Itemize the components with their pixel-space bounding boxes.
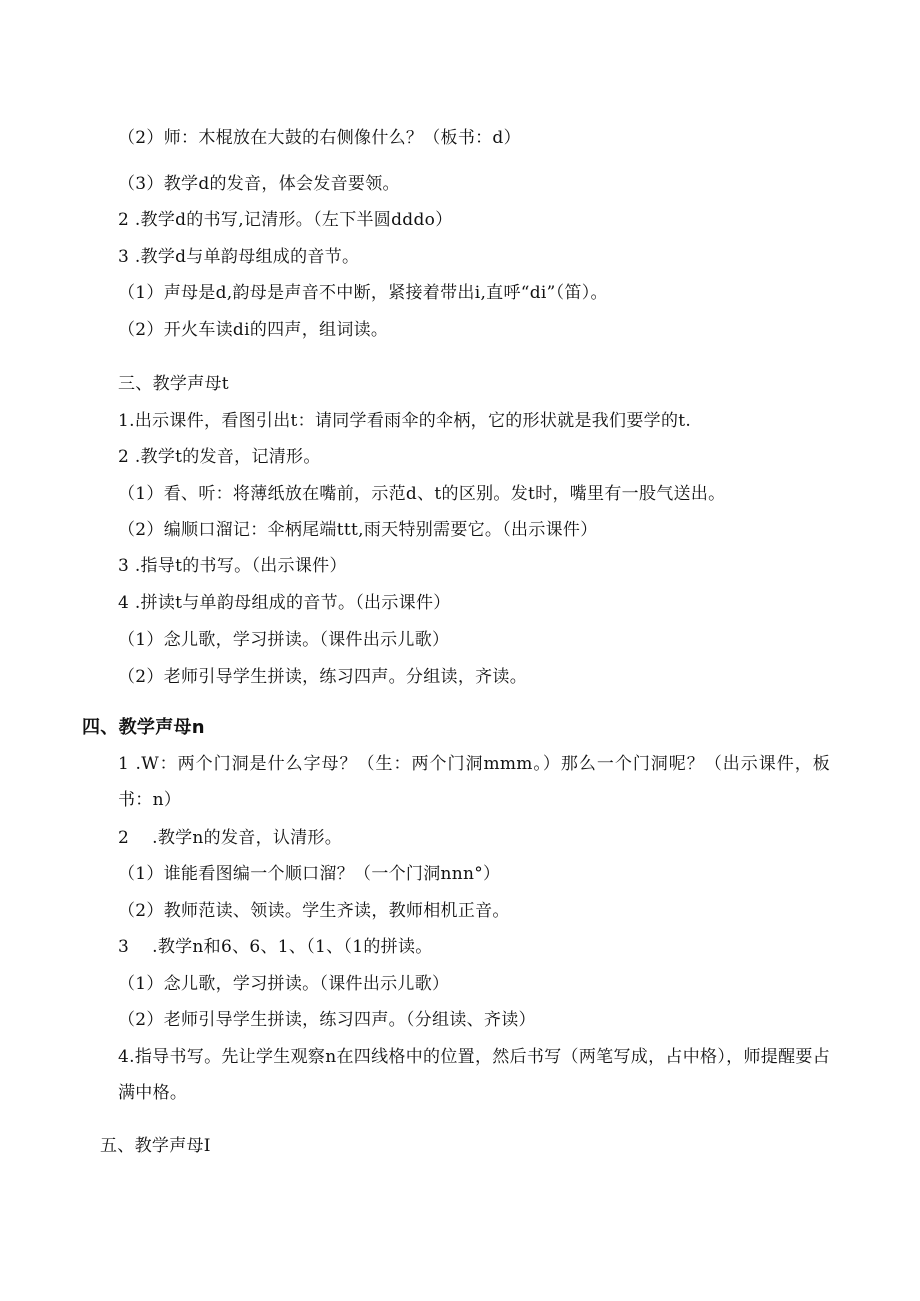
text-line: 4 .拼读t与单韵母组成的音节。（出示课件）	[118, 593, 451, 613]
text-line: （1）念儿歌，学习拼读。（课件出示儿歌）	[118, 974, 450, 994]
text-paragraph: 1 .W：两个门洞是什么字母？（生：两个门洞mmm。）那么一个门洞呢？（出示课件，板书：n）	[118, 754, 830, 810]
text-line: （2）编顺口溜记：伞柄尾端ttt,雨天特别需要它。（出示课件）	[118, 520, 598, 540]
text-line: （2）师：木棍放在大鼓的右侧像什么？（板书：d）	[118, 128, 521, 148]
text-line: （1）看、听：将薄纸放在嘴前，示范d、t的区别。发t时，嘴里有一股气送出。	[118, 484, 726, 504]
text-line: （2）老师引导学生拼读，练习四声。（分组读、齐读）	[118, 1010, 536, 1030]
text-line: 3 .指导t的书写。（出示课件）	[118, 556, 347, 576]
section-heading-4: 四、教学声母n	[82, 717, 205, 738]
text-line: 1.出示课件，看图引出t：请同学看雨伞的伞柄，它的形状就是我们要学的t.	[118, 411, 692, 431]
text-line: （1）声母是d,韵母是声音不中断，紧接着带出i,直呼“di”（笛）。	[118, 283, 608, 303]
text-line: （2）老师引导学生拼读，练习四声。分组读，齐读。	[118, 667, 528, 687]
text-line: （3）教学d的发音，体会发音要领。	[118, 174, 400, 194]
text-line: 2 .教学t的发音，记清形。	[118, 447, 321, 467]
text-line: 3 .教学d与单韵母组成的音节。	[118, 247, 360, 267]
text-line: （1）念儿歌，学习拼读。（课件出示儿歌）	[118, 630, 450, 650]
text-line: （1）谁能看图编一个顺口溜？（一个门洞nnn°）	[118, 864, 501, 884]
text-line: （2）开火车读di的四声，组词读。	[118, 320, 389, 340]
section-heading-5: 五、教学声母I	[100, 1136, 211, 1156]
section-heading-3: 三、教学声母t	[118, 374, 229, 394]
text-paragraph: 4.指导书写。先让学生观察n在四线格中的位置，然后书写（两笔写成，占中格），师提醒要占满中格。	[118, 1047, 830, 1103]
text-line: （2）教师范读、领读。学生齐读，教师相机正音。	[118, 901, 510, 921]
text-line: 2 .教学n的发音，认清形。	[118, 828, 343, 848]
text-line: 2 .教学d的书写,记清形。（左下半圆dddo）	[118, 210, 453, 230]
text-line: 3 .教学n和6、6、1、（1、（1的拼读。	[118, 937, 433, 957]
